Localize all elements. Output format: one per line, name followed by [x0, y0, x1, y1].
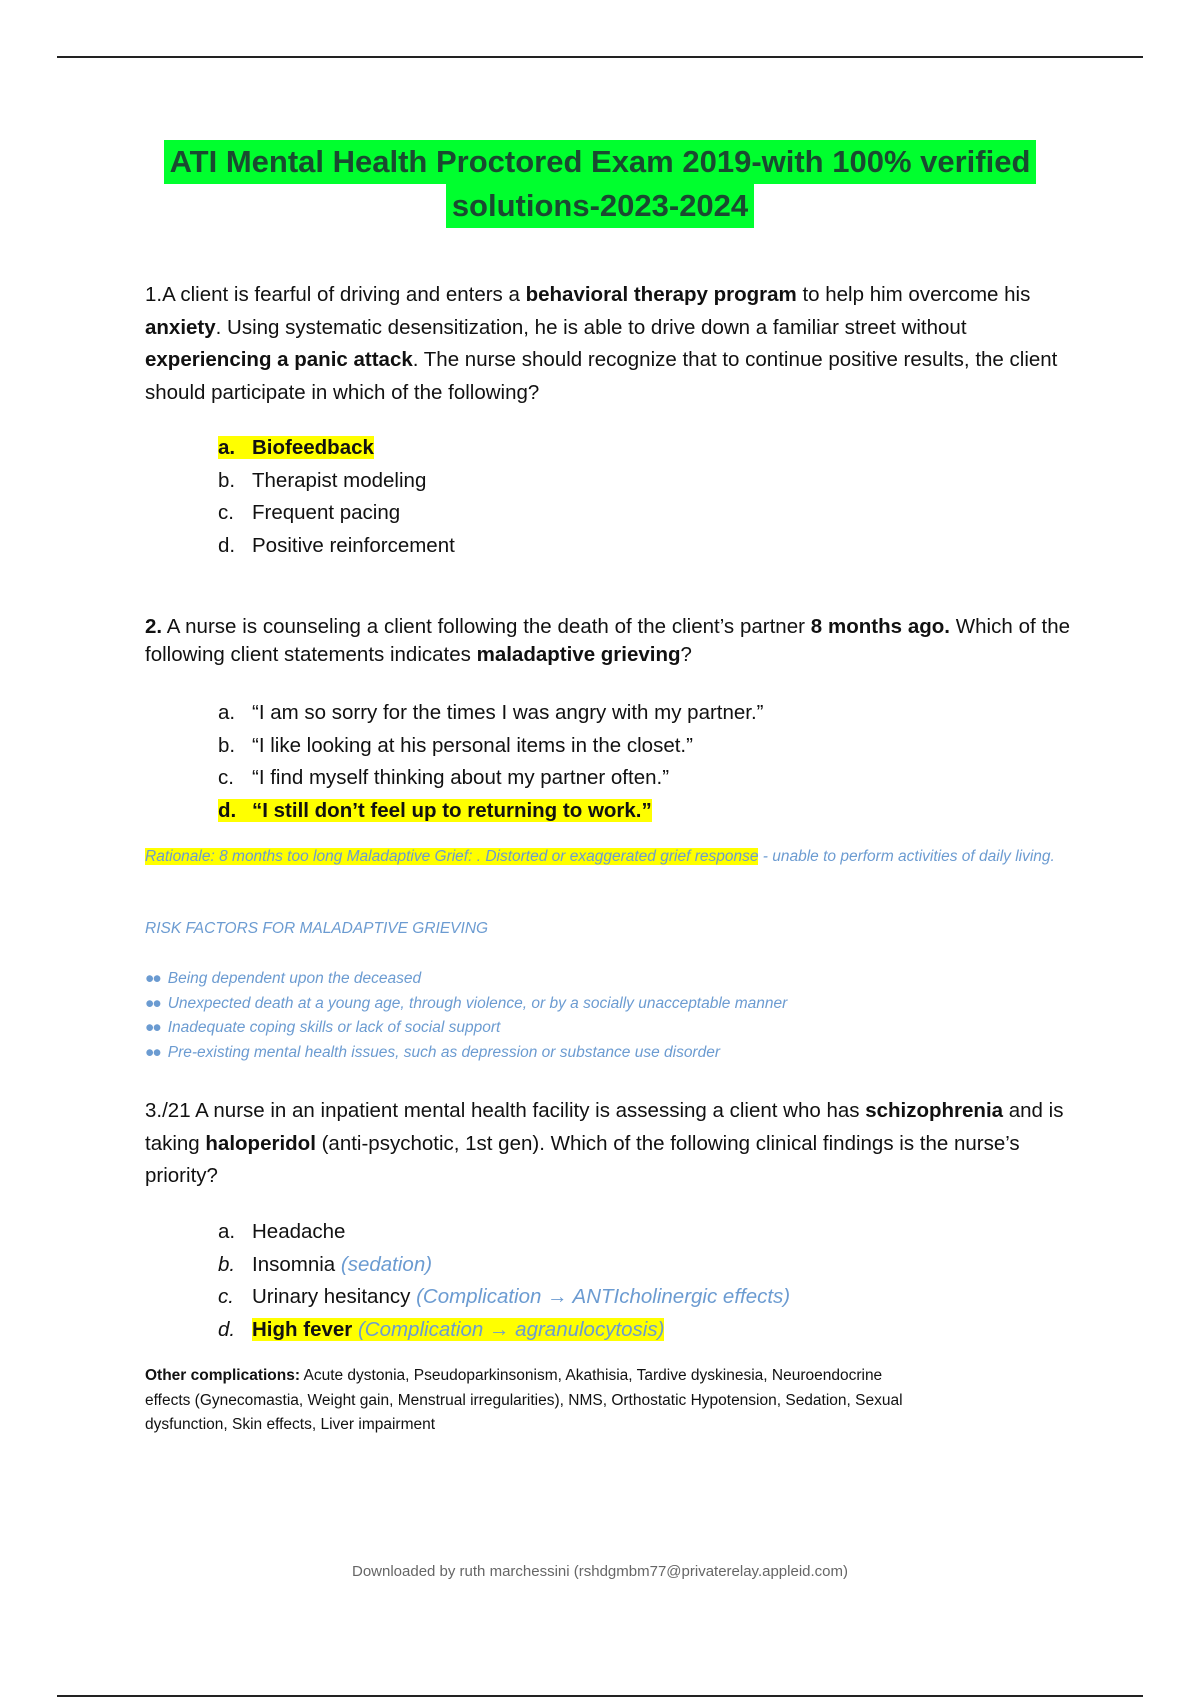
option-a: a. Biofeedback [218, 436, 374, 459]
list-item: ●● Inadequate coping skills or lack of social support [145, 1019, 501, 1036]
option-a: a. Headache [218, 1220, 346, 1243]
download-footer: Downloaded by ruth marchessini (rshdgmbm77@privaterelay.appleid.com) [351, 1563, 848, 1580]
option-c: c. Urinary hesitancy (Complication → ANTIcholinergic effects) [218, 1285, 791, 1308]
list-item: ●● Unexpected death at a young age, through violence, or by a socially unacceptable manner [145, 994, 788, 1012]
question-1-options [218, 432, 455, 562]
question-3-stem: 3./21 A nurse in an inpatient mental health facility is assessing a client who has schizophrenia and is taking haloperidol (anti-psychotic, 1st gen). Which of the following clinical findings is the nurse’s priority? [145, 1099, 1064, 1187]
option-d: d. High fever (Complication → agranulocytosis) [218, 1317, 665, 1341]
title-line-1: ATI Mental Health Proctored Exam 2019-with 100% verified [164, 140, 1037, 184]
top-rule [57, 56, 1143, 58]
option-b: b. Insomnia (sedation) [218, 1252, 433, 1276]
list-item: ●● Pre-existing mental health issues, such as depression or substance use disorder [145, 1043, 720, 1061]
risk-factors-list [145, 967, 787, 1065]
question-3-options [218, 1216, 790, 1346]
question-1-stem: 1.A client is fearful of driving and enters a behavioral therapy program to help him overcome his anxiety. Using systematic desensitization, he is able to drive down a familiar street without experiencing a panic attack. The nurse should recognize that to continue positive results, the client should participate in which of the following? [145, 283, 1058, 404]
option-b: b. “I like looking at his personal items in the closet.” [218, 733, 693, 757]
option-c: c. Frequent pacing [218, 501, 401, 524]
option-d: d. Positive reinforcement [218, 533, 455, 557]
question-2-stem: 2. A nurse is counseling a client following the death of the client’s partner 8 months ago. Which of the following client statements indicates maladaptive grieving? [145, 615, 1070, 666]
bottom-rule [57, 1695, 1143, 1697]
option-c: c. “I find myself thinking about my partner often.” [218, 766, 670, 789]
list-item: ●● Being dependent upon the deceased [145, 970, 422, 987]
rationale: Rationale: 8 months too long Maladaptive Grief: . Distorted or exaggerated grief response - unable to perform activities of daily living. [145, 848, 1055, 865]
option-b: b. Therapist modeling [218, 468, 427, 492]
other-complications: Other complications: Acute dystonia, Pseudoparkinsonism, Akathisia, Tardive dyskinesia, Neuroendocrine effects (Gynecomastia, Weight gain, Menstrual irregularities), NMS, Orthostatic Hypotension, Sedation, Sexual dysfunction, Skin effects, Liver impairment [145, 1367, 903, 1433]
page-title [0, 140, 1200, 228]
title-line-2: solutions-2023-2024 [446, 184, 754, 228]
option-d: d. “I still don’t feel up to returning to work.” [218, 798, 652, 822]
risk-factors-heading: RISK FACTORS FOR MALADAPTIVE GRIEVING [145, 920, 489, 937]
question-2-options [218, 697, 764, 827]
option-a: a. “I am so sorry for the times I was angry with my partner.” [218, 701, 764, 724]
